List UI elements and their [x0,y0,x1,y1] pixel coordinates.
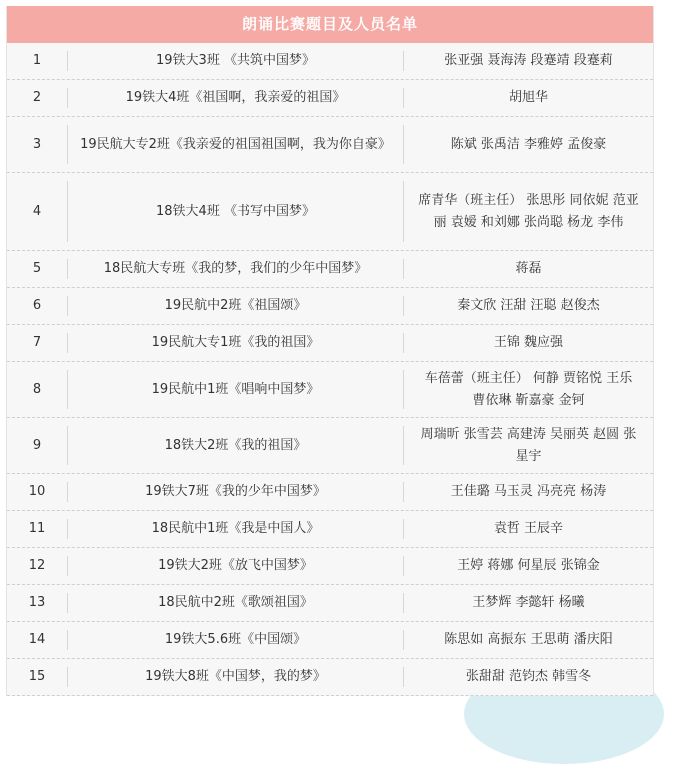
row-number: 7 [32,335,42,350]
table-body [7,43,653,696]
program-title: 19铁大7班《我的少年中国梦》 [67,482,404,502]
program-title: 18民航中2班《歌颂祖国》 [67,593,404,613]
participant-names: 周瑞昕 张雪芸 高建涛 吴丽英 赵圆 张星宇 [420,426,637,464]
participant-names: 王锦 魏应强 [493,335,564,350]
row-number: 1 [32,53,42,68]
participant-names: 张甜甜 范钧杰 韩雪冬 [465,669,592,684]
participant-names: 车蓓蕾（班主任） 何静 贾铭悦 王乐 曹依琳 靳嘉豪 金钶 [424,370,633,408]
table-row [7,474,653,511]
program-title: 18铁大4班 《书写中国梦》 [67,181,404,242]
participant-names: 席青华（班主任） 张思彤 同依妮 范亚丽 袁嫒 和刘娜 张尚聪 杨龙 李伟 [418,192,639,230]
table-row [7,80,653,117]
program-title: 18铁大2班《我的祖国》 [67,426,404,465]
program-title: 18民航大专班《我的梦，我们的少年中国梦》 [67,259,404,279]
participant-names: 蒋磊 [515,261,542,276]
row-number: 13 [28,595,46,610]
program-title: 19铁大4班《祖国啊，我亲爱的祖国》 [67,88,404,108]
row-number: 15 [28,669,46,684]
row-number: 2 [32,90,42,105]
table-title: 朗诵比赛题目及人员名单 [7,6,653,43]
participant-names: 王佳璐 马玉灵 冯亮亮 杨涛 [450,484,607,499]
participant-names: 袁哲 王辰辛 [493,521,564,536]
table-row [7,173,653,251]
table-row [7,325,653,362]
participant-names: 陈斌 张禹洁 李雅婷 孟俊豪 [450,136,607,152]
program-title: 19铁大5.6班《中国颂》 [67,630,404,650]
row-number: 12 [28,558,46,573]
table-row [7,418,653,474]
program-title: 19铁大3班 《共筑中国梦》 [67,51,404,71]
row-number: 9 [32,437,42,453]
participant-names: 张亚强 聂海涛 段蹇靖 段蹇莉 [444,53,613,68]
participant-names: 王梦辉 李懿轩 杨曦 [472,595,585,610]
row-number: 6 [32,298,42,313]
table-row [7,251,653,288]
row-number: 8 [32,381,42,397]
table-row [7,548,653,585]
table-row [7,585,653,622]
table-row [7,288,653,325]
table-row [7,117,653,173]
row-number: 4 [32,203,42,219]
participant-names: 陈思如 高振东 王思萌 潘庆阳 [444,632,613,647]
row-number: 14 [28,632,46,647]
table-row [7,511,653,548]
table-row [7,43,653,80]
table-row [7,622,653,659]
row-number: 3 [32,136,42,152]
participant-names: 胡旭华 [508,90,548,105]
table-row [7,659,653,696]
row-number: 10 [28,484,46,499]
table-row [7,362,653,418]
row-number: 5 [32,261,42,276]
row-number: 11 [28,521,46,536]
roster-table [6,6,654,696]
program-title: 19铁大2班《放飞中国梦》 [67,556,404,576]
program-title: 19民航大专2班《我亲爱的祖国祖国啊，我为你自豪》 [67,125,404,164]
program-title: 19民航中1班《唱响中国梦》 [67,370,404,409]
program-title: 18民航中1班《我是中国人》 [67,519,404,539]
program-title: 19民航中2班《祖国颂》 [67,296,404,316]
program-title: 19铁大8班《中国梦，我的梦》 [67,667,404,687]
participant-names: 王婷 蒋娜 何星辰 张锦金 [457,558,600,573]
program-title: 19民航大专1班《我的祖国》 [67,333,404,353]
participant-names: 秦文欣 汪甜 汪聪 赵俊杰 [457,298,600,313]
